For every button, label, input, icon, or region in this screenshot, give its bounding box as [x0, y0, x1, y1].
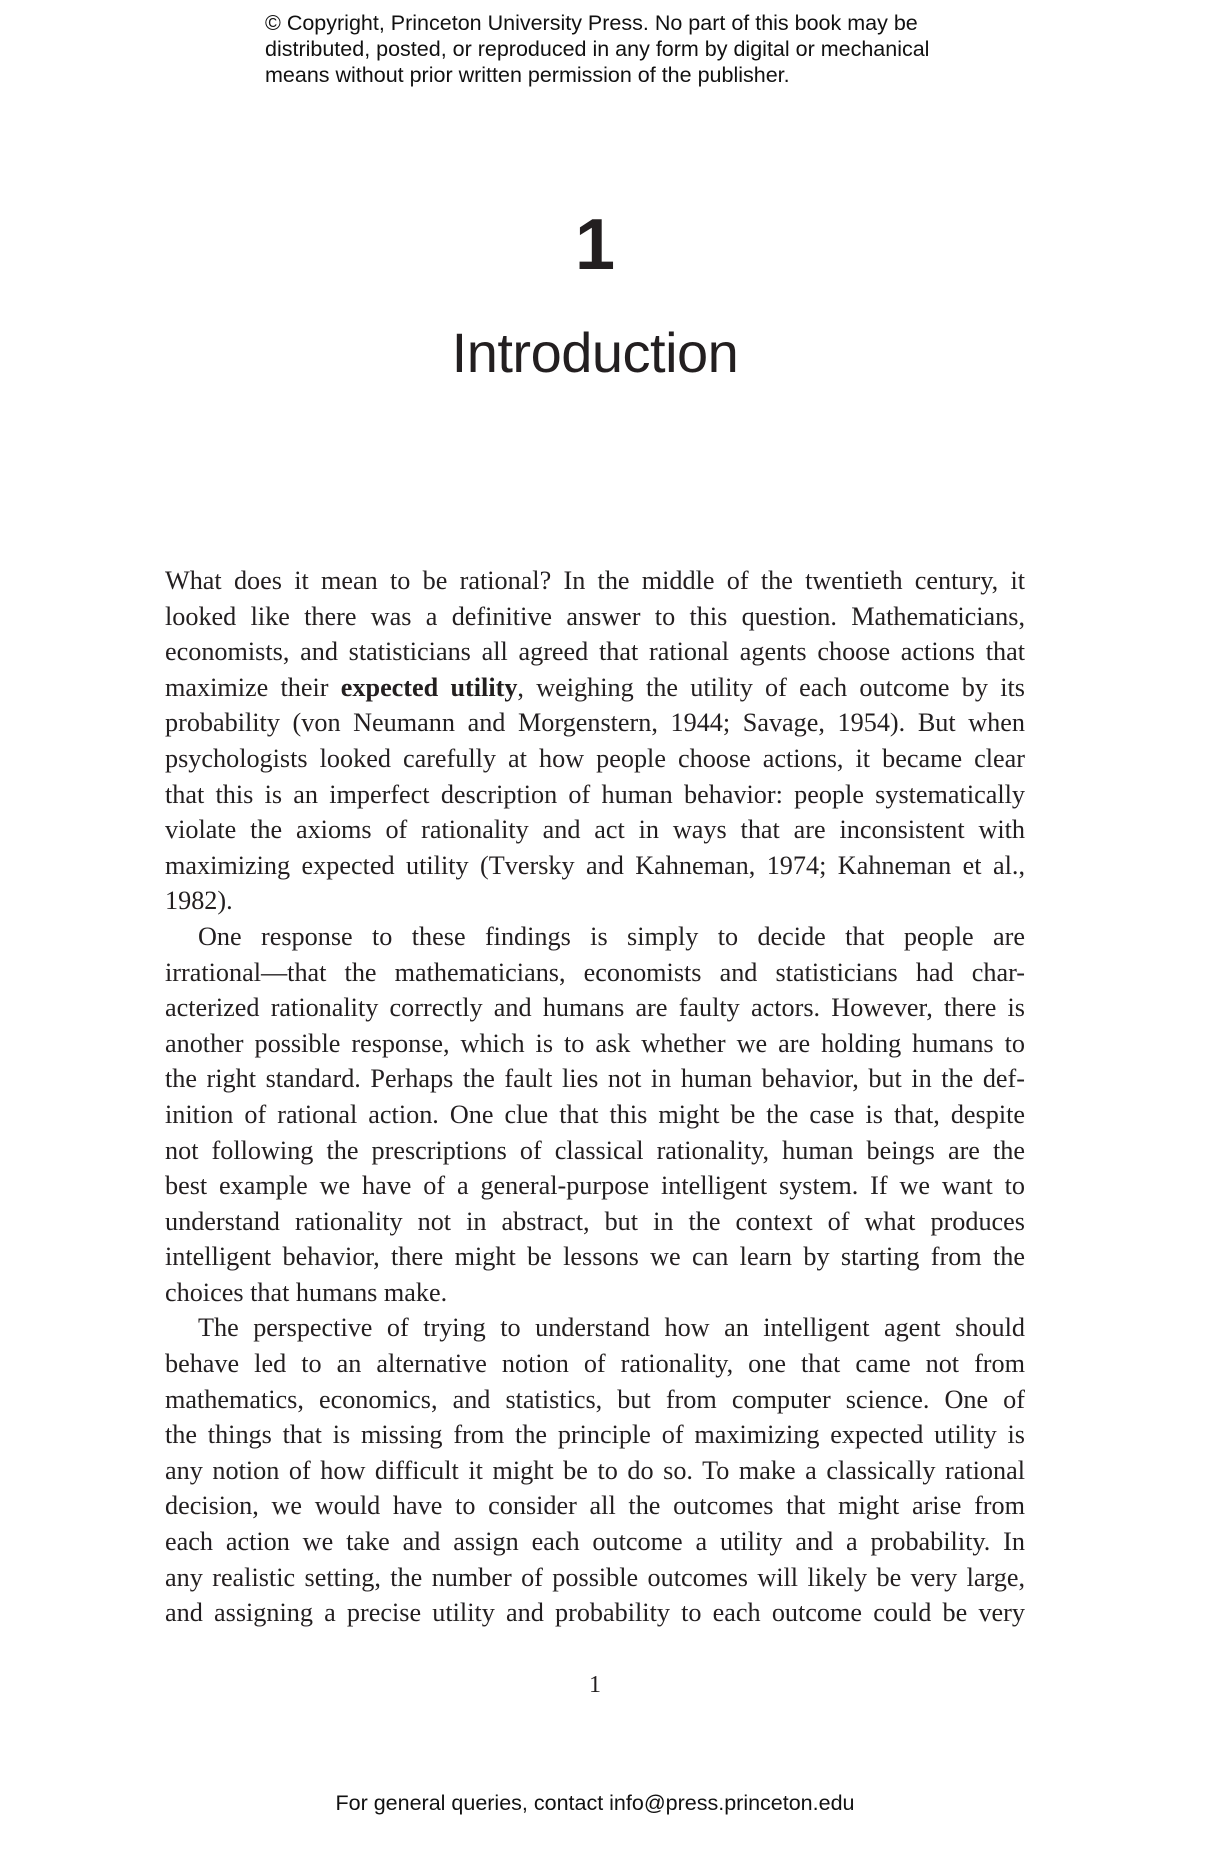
- paragraph: [165, 1310, 1025, 1630]
- text-line: and assigning a precise utility and probability to each outcome could be very: [165, 1598, 1025, 1628]
- page-number: 1: [589, 1672, 601, 1698]
- copyright-line: means without prior written permission of the publisher.: [265, 63, 790, 87]
- text-line: any realistic setting, the number of possible outcomes will likely be very large,: [165, 1562, 1025, 1592]
- text-segment: , weighing the utility of each outcome by its: [517, 672, 1025, 702]
- copyright-notice: [265, 10, 985, 88]
- text-line: What does it mean to be rational? In the middle of the twentieth century, it: [165, 566, 1025, 595]
- text-line: probability (von Neumann and Morgenstern, 1944; Savage, 1954). But when: [165, 708, 1025, 738]
- text-line: behave led to an alternative notion of rationality, one that came not from: [165, 1349, 1025, 1379]
- text-line: each action we take and assign each outcome a utility and a probability. In: [165, 1527, 1025, 1557]
- text-line: maximizing expected utility (Tversky and Kahneman, 1974; Kahneman et al.,: [165, 850, 1025, 880]
- text-line: acterized rationality correctly and humans are faulty actors. However, there is: [165, 993, 1025, 1023]
- paragraph: [165, 563, 1025, 919]
- text-line: the things that is missing from the principle of maximizing expected utility is: [165, 1420, 1025, 1450]
- text-line: mathematics, economics, and statistics, but from computer science. One of: [165, 1384, 1025, 1414]
- text-line: any notion of how difficult it might be to do so. To make a classically rational: [165, 1455, 1025, 1485]
- copyright-line: © Copyright, Princeton University Press. No part of this book may be: [265, 11, 918, 35]
- text-line: 1982).: [165, 886, 233, 916]
- text-line: understand rationality not in abstract, but in the context of what produces: [165, 1206, 1025, 1236]
- copyright-line: distributed, posted, or reproduced in any form by digital or mechanical: [265, 37, 930, 61]
- text-line: intelligent behavior, there might be lessons we can learn by starting from the: [165, 1242, 1025, 1272]
- text-line: choices that humans make.: [165, 1277, 448, 1307]
- body-text: [165, 563, 1025, 1631]
- text-line: The perspective of trying to understand how an intelligent agent should: [198, 1313, 1025, 1343]
- text-line: economists, and statisticians all agreed that rational agents choose actions that: [165, 637, 1025, 667]
- key-term: expected utility: [340, 672, 518, 702]
- text-line: not following the prescriptions of classical rationality, human beings are the: [165, 1135, 1025, 1165]
- text-line: inition of rational action. One clue that this might be the case is that, despite: [165, 1099, 1025, 1129]
- text-line: the right standard. Perhaps the fault lies not in human behavior, but in the def-: [165, 1064, 1025, 1094]
- text-line: that this is an imperfect description of human behavior: people systematically: [165, 779, 1025, 809]
- text-line: looked like there was a definitive answer to this question. Mathematicians,: [165, 601, 1025, 631]
- text-segment: maximize their: [165, 672, 341, 702]
- text-line: One response to these findings is simply to decide that people are: [198, 921, 1025, 951]
- footer-contact: For general queries, contact info@press.princeton.edu: [335, 1791, 855, 1815]
- text-line: psychologists looked carefully at how people choose actions, it became clear: [165, 743, 1025, 773]
- text-line: best example we have of a general-purpose intelligent system. If we want to: [165, 1171, 1025, 1201]
- text-line: violate the axioms of rationality and act in ways that are inconsistent with: [165, 815, 1025, 845]
- chapter-number: 1: [574, 205, 616, 285]
- paragraph: [165, 919, 1025, 1311]
- text-line: decision, we would have to consider all the outcomes that might arise from: [165, 1491, 1025, 1521]
- chapter-title: Introduction: [451, 321, 739, 384]
- text-line-with-term: [165, 670, 1025, 706]
- text-line: irrational—that the mathematicians, economists and statisticians had char-: [165, 957, 1025, 987]
- text-line: another possible response, which is to ask whether we are holding humans to: [165, 1028, 1025, 1058]
